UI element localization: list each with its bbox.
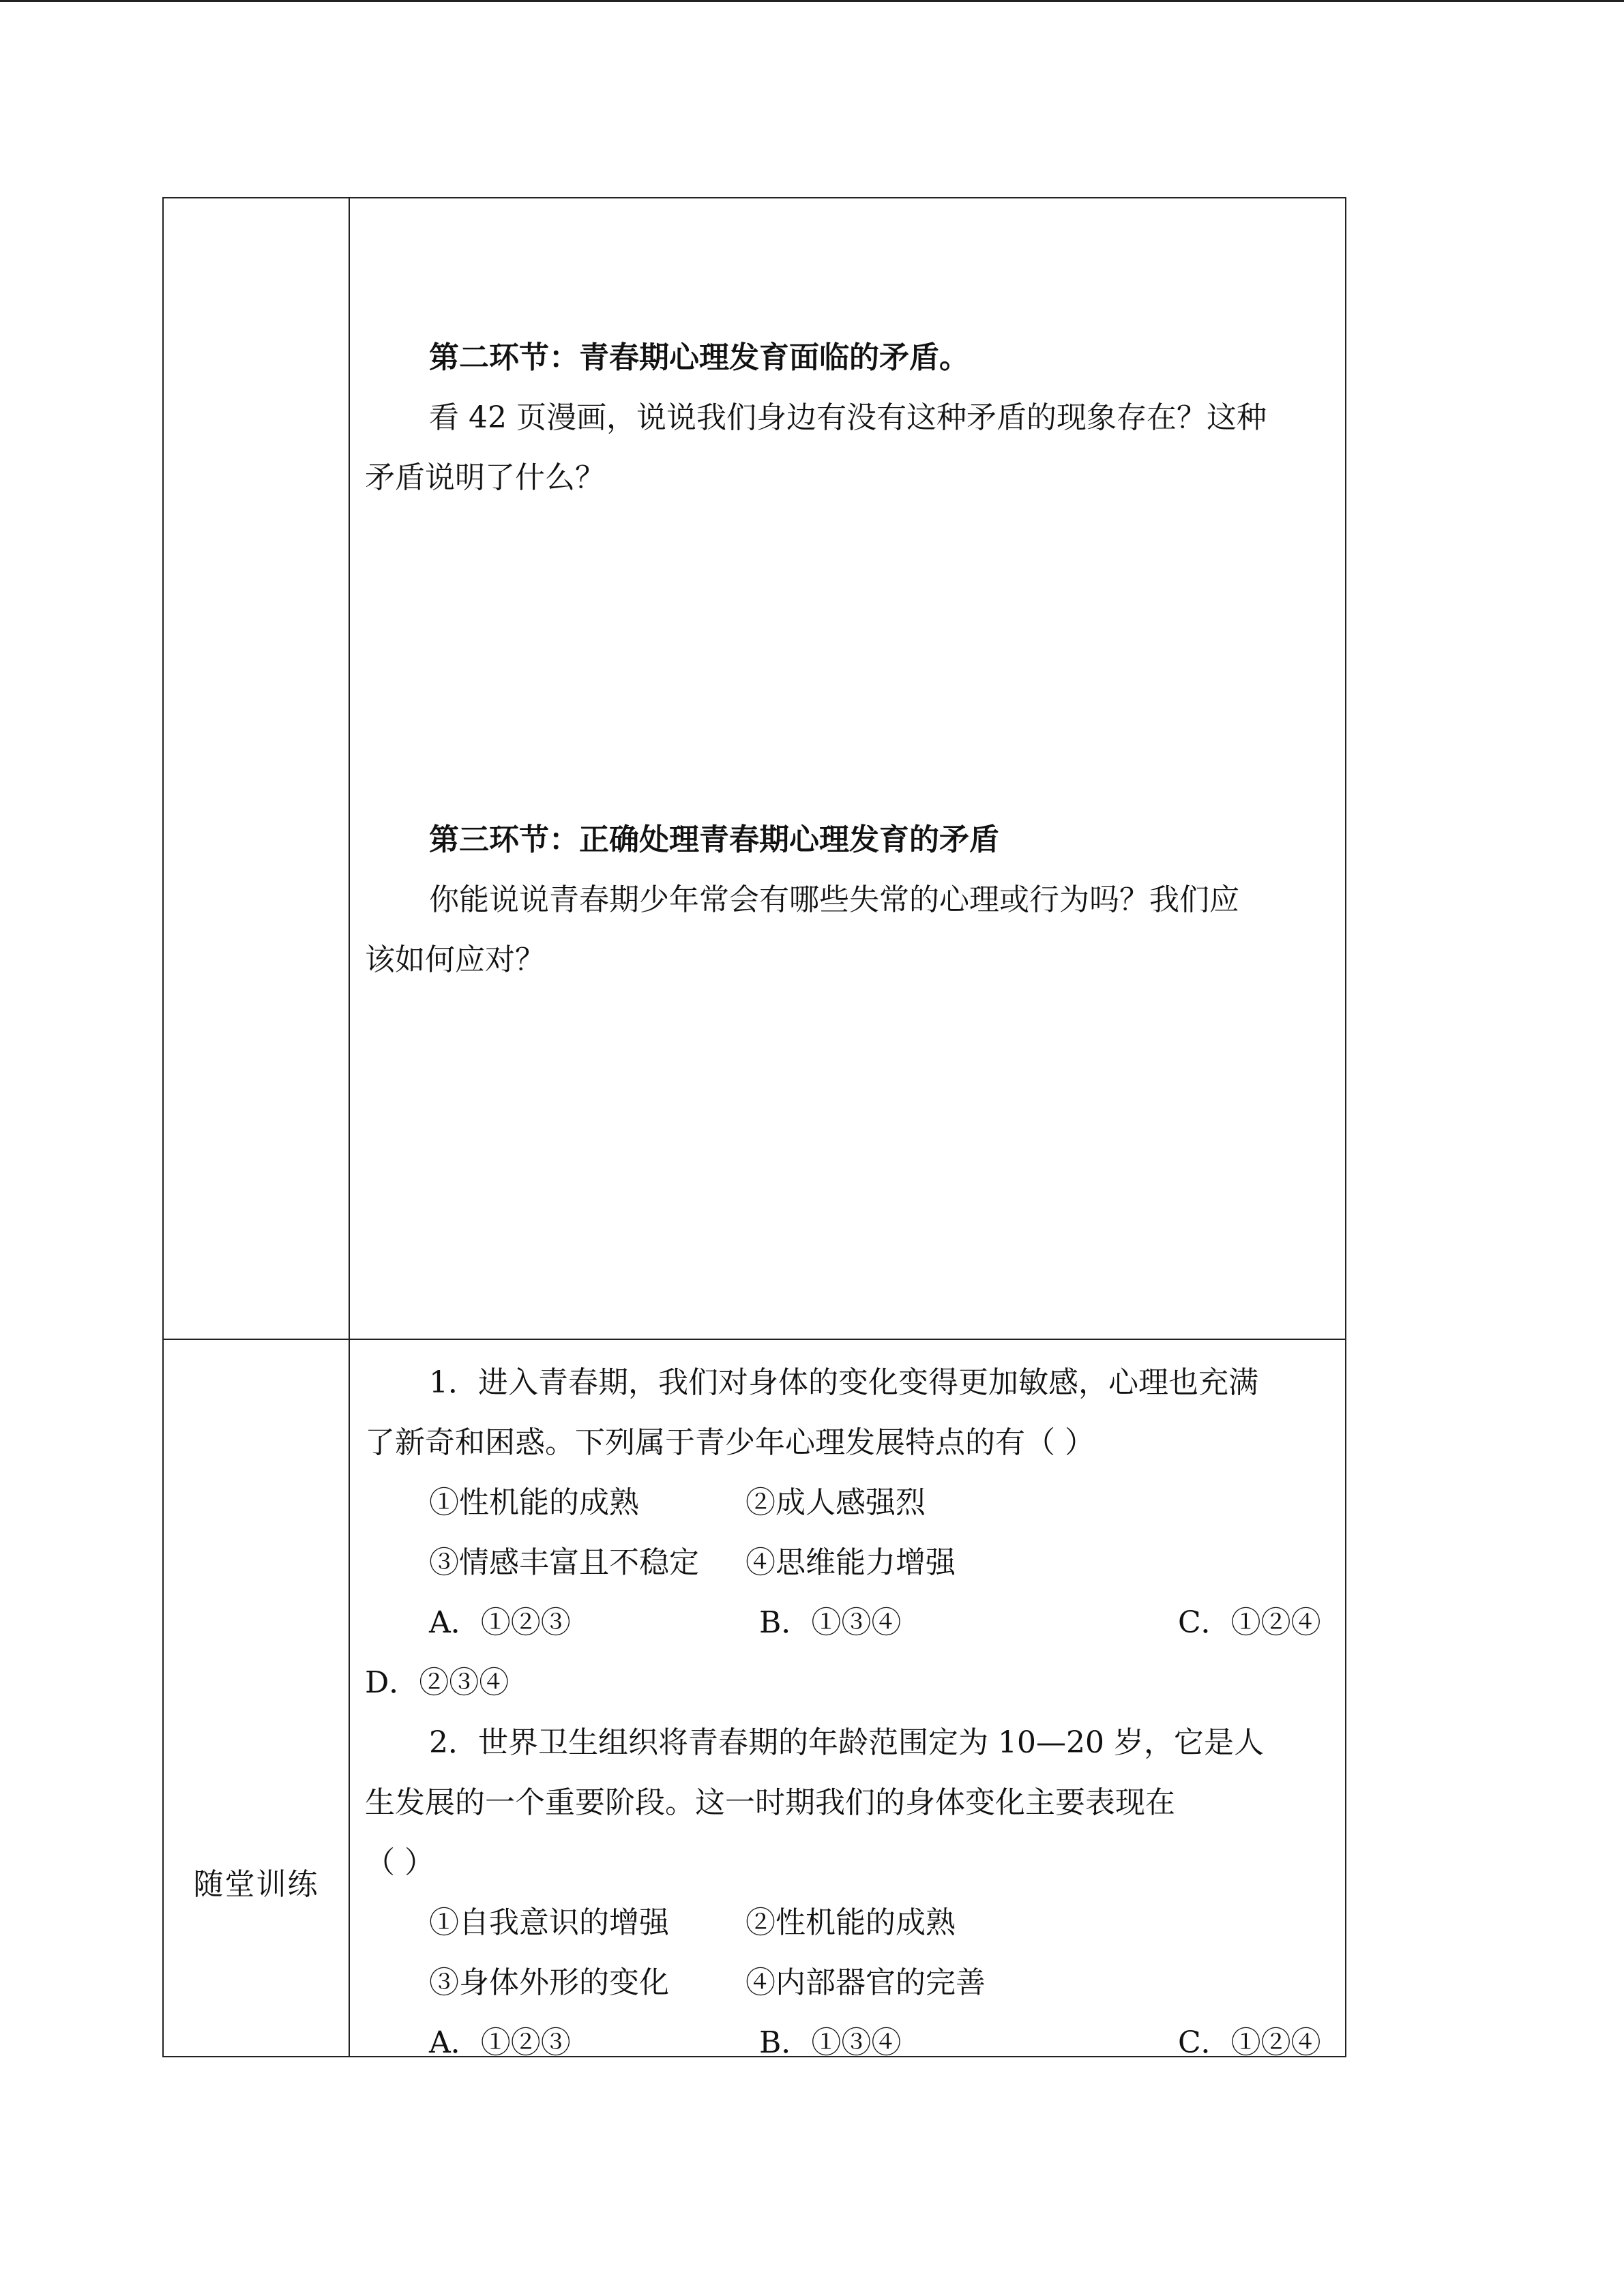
q1-item1: ①性机能的成熟 (429, 1485, 639, 1520)
q1-choices (365, 1593, 1331, 1653)
column-divider (349, 198, 350, 2056)
q1-line2: 了新奇和困惑。下列属于青少年心理发展特点的有（ ） (365, 1425, 1095, 1460)
q2-item2: ②性机能的成熟 (745, 1905, 956, 1940)
q1-option-a: A．①②③ (429, 1605, 571, 1640)
q1-item2: ②成人感强烈 (745, 1485, 926, 1520)
q1-option-c: C．①②④ (1178, 1605, 1321, 1640)
q1-item4: ④思维能力增强 (745, 1545, 956, 1580)
q2-line2: 生发展的一个重要阶段。这一时期我们的身体变化主要表现在 (365, 1785, 1175, 1820)
q1-item3: ③情感丰富且不稳定 (429, 1545, 699, 1580)
row-divider (164, 1339, 1345, 1340)
practice-block (365, 1353, 1331, 2073)
q1-option-d: D．②③④ (365, 1665, 510, 1700)
section2-question-line2: 矛盾说明了什么？ (365, 460, 605, 495)
q2-item1: ①自我意识的增强 (429, 1905, 669, 1940)
q2-choices (365, 2013, 1331, 2073)
q2-items-row1 (365, 1893, 1331, 1953)
practice-label: 随堂训练 (193, 1867, 319, 1902)
page-top-border (0, 0, 1624, 2)
section2-heading: 第二环节：青春期心理发育面临的矛盾。 (429, 340, 969, 375)
q2-option-b: B．①③④ (759, 2025, 902, 2060)
section2-block (365, 328, 1331, 508)
section3-question-line2: 该如何应对？ (365, 942, 545, 977)
q2-line1: 2．世界卫生组织将青春期的年龄范围定为 10—20 岁，它是人 (429, 1725, 1264, 1760)
q2-item4: ④内部器官的完善 (745, 1965, 986, 2000)
lesson-table (162, 197, 1346, 2060)
q1-option-b: B．①③④ (759, 1605, 902, 1640)
q2-option-a: A．①②③ (429, 2025, 571, 2060)
q2-item3: ③身体外形的变化 (429, 1965, 669, 2000)
q2-option-c: C．①②④ (1178, 2025, 1321, 2060)
q2-line3: （ ） (365, 1845, 434, 1880)
section3-question-line1: 你能说说青春期少年常会有哪些失常的心理或行为吗？我们应 (429, 882, 1239, 917)
q1-items-row1 (365, 1473, 1331, 1533)
section3-heading: 第三环节：正确处理青春期心理发育的矛盾 (429, 822, 999, 857)
section3-block (365, 810, 1331, 990)
q1-items-row2 (365, 1533, 1331, 1593)
q1-line1: 1．进入青春期，我们对身体的变化变得更加敏感，心理也充满 (429, 1365, 1258, 1400)
section2-question-line1: 看 42 页漫画，说说我们身边有没有这种矛盾的现象存在？这种 (429, 400, 1267, 435)
q2-items-row2 (365, 1953, 1331, 2013)
